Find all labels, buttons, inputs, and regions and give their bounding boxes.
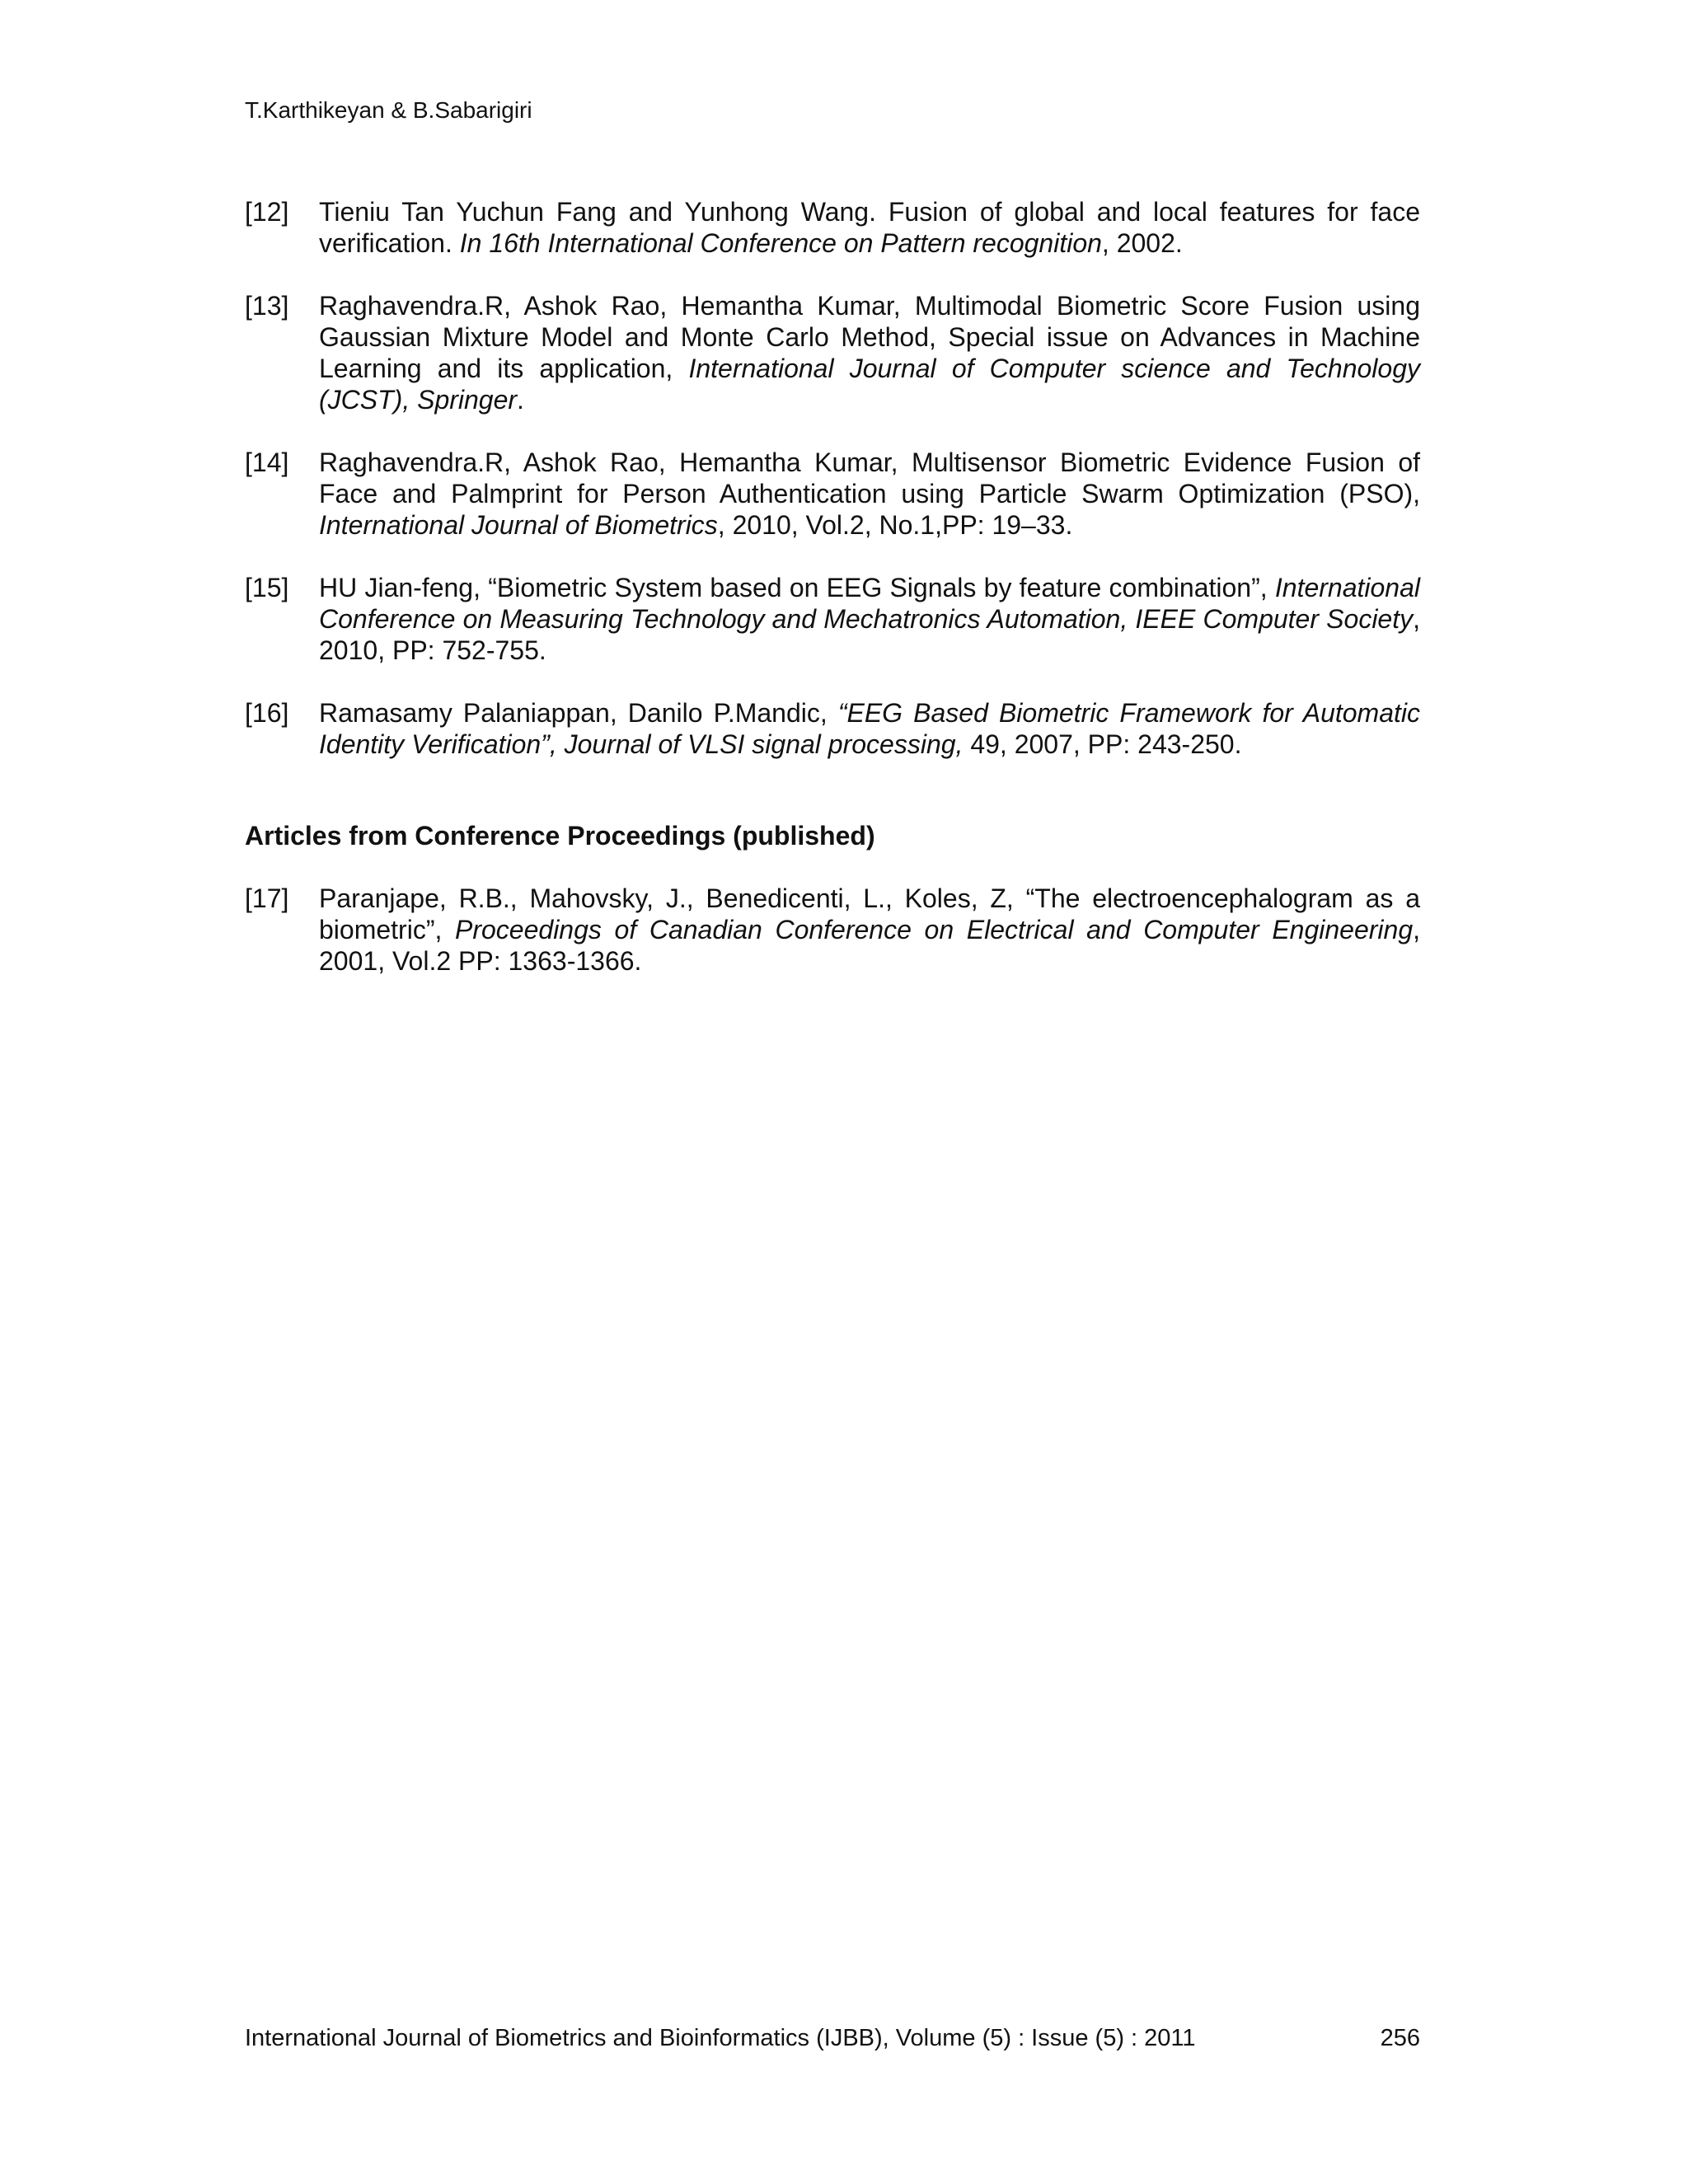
reference-venue: In 16th International Conference on Pattern recognition (459, 228, 1102, 258)
reference-venue: International Conference on Measuring Technology and Mechatronics Automation, IEEE Computer Society (319, 573, 1420, 634)
reference-text-segment: Paranjape, R.B., Mahovsky, J., Benedicenti, L., Koles, Z, “The electroencephalogram as a biometric”, (319, 883, 1420, 944)
reference-text (319, 447, 1420, 541)
reference-venue: “EEG Based Biometric Framework for Automatic Identity Verification”, Journal of VLSI signal processing, (319, 698, 1420, 759)
reference-text (319, 883, 1420, 977)
reference-number: [14] (245, 448, 289, 477)
reference-item (245, 196, 1420, 259)
reference-text-segment: Ramasamy Palaniappan, Danilo P.Mandic, (319, 698, 838, 728)
reference-item (245, 290, 1420, 415)
section-heading: Articles from Conference Proceedings (published) (245, 821, 875, 851)
reference-text (319, 290, 1420, 415)
reference-text-segment: Raghavendra.R, Ashok Rao, Hemantha Kumar, Multimodal Biometric Score Fusion using Gaussian Mixture Model and Monte Carlo Method, Special issue on Advances in Machine Learning and its application, (319, 291, 1420, 383)
running-head: T.Karthikeyan & B.Sabarigiri (245, 97, 532, 123)
reference-text-segment: , 2001, Vol.2 PP: 1363-1366. (319, 915, 1421, 976)
reference-item (245, 572, 1420, 666)
reference-number: [13] (245, 291, 289, 321)
reference-venue: International Journal of Computer science and Technology (JCST), Springer (319, 354, 1421, 415)
reference-item (245, 697, 1420, 760)
reference-text (319, 196, 1420, 259)
reference-venue: International Journal of Biometrics (319, 510, 718, 540)
reference-text (319, 572, 1420, 666)
reference-text-segment: , 2010, Vol.2, No.1,PP: 19–33. (717, 510, 1073, 540)
reference-text-segment: 49, 2007, PP: 243-250. (963, 729, 1242, 759)
reference-list (245, 196, 1420, 760)
conference-reference-list (245, 883, 1420, 977)
reference-item (245, 447, 1420, 541)
reference-text-segment: Tieniu Tan Yuchun Fang and Yunhong Wang. Fusion of global and local features for face verification. (319, 197, 1420, 258)
reference-text (319, 697, 1420, 760)
reference-text-segment: , 2002. (1101, 228, 1183, 258)
reference-text-segment: Raghavendra.R, Ashok Rao, Hemantha Kumar, Multisensor Biometric Evidence Fusion of Face and Palmprint for Person Authentication using Particle Swarm Optimization (PSO), (319, 448, 1420, 509)
reference-text-segment: , 2010, PP: 752-755. (319, 604, 1420, 665)
reference-number: [17] (245, 883, 289, 913)
reference-item (245, 883, 1420, 977)
reference-text-segment: . (517, 385, 524, 415)
reference-text-segment: HU Jian-feng, “Biometric System based on EEG Signals by feature combination”, (319, 573, 1275, 602)
reference-venue: Proceedings of Canadian Conference on Electrical and Computer Engineering (455, 915, 1414, 944)
page-number: 256 (1380, 2025, 1420, 2051)
reference-number: [15] (245, 573, 289, 602)
footer-journal-citation: International Journal of Biometrics and Bioinformatics (IJBB), Volume (5) : Issue (5) : 2011 (245, 2025, 1196, 2051)
reference-number: [12] (245, 197, 289, 227)
reference-number: [16] (245, 698, 289, 728)
